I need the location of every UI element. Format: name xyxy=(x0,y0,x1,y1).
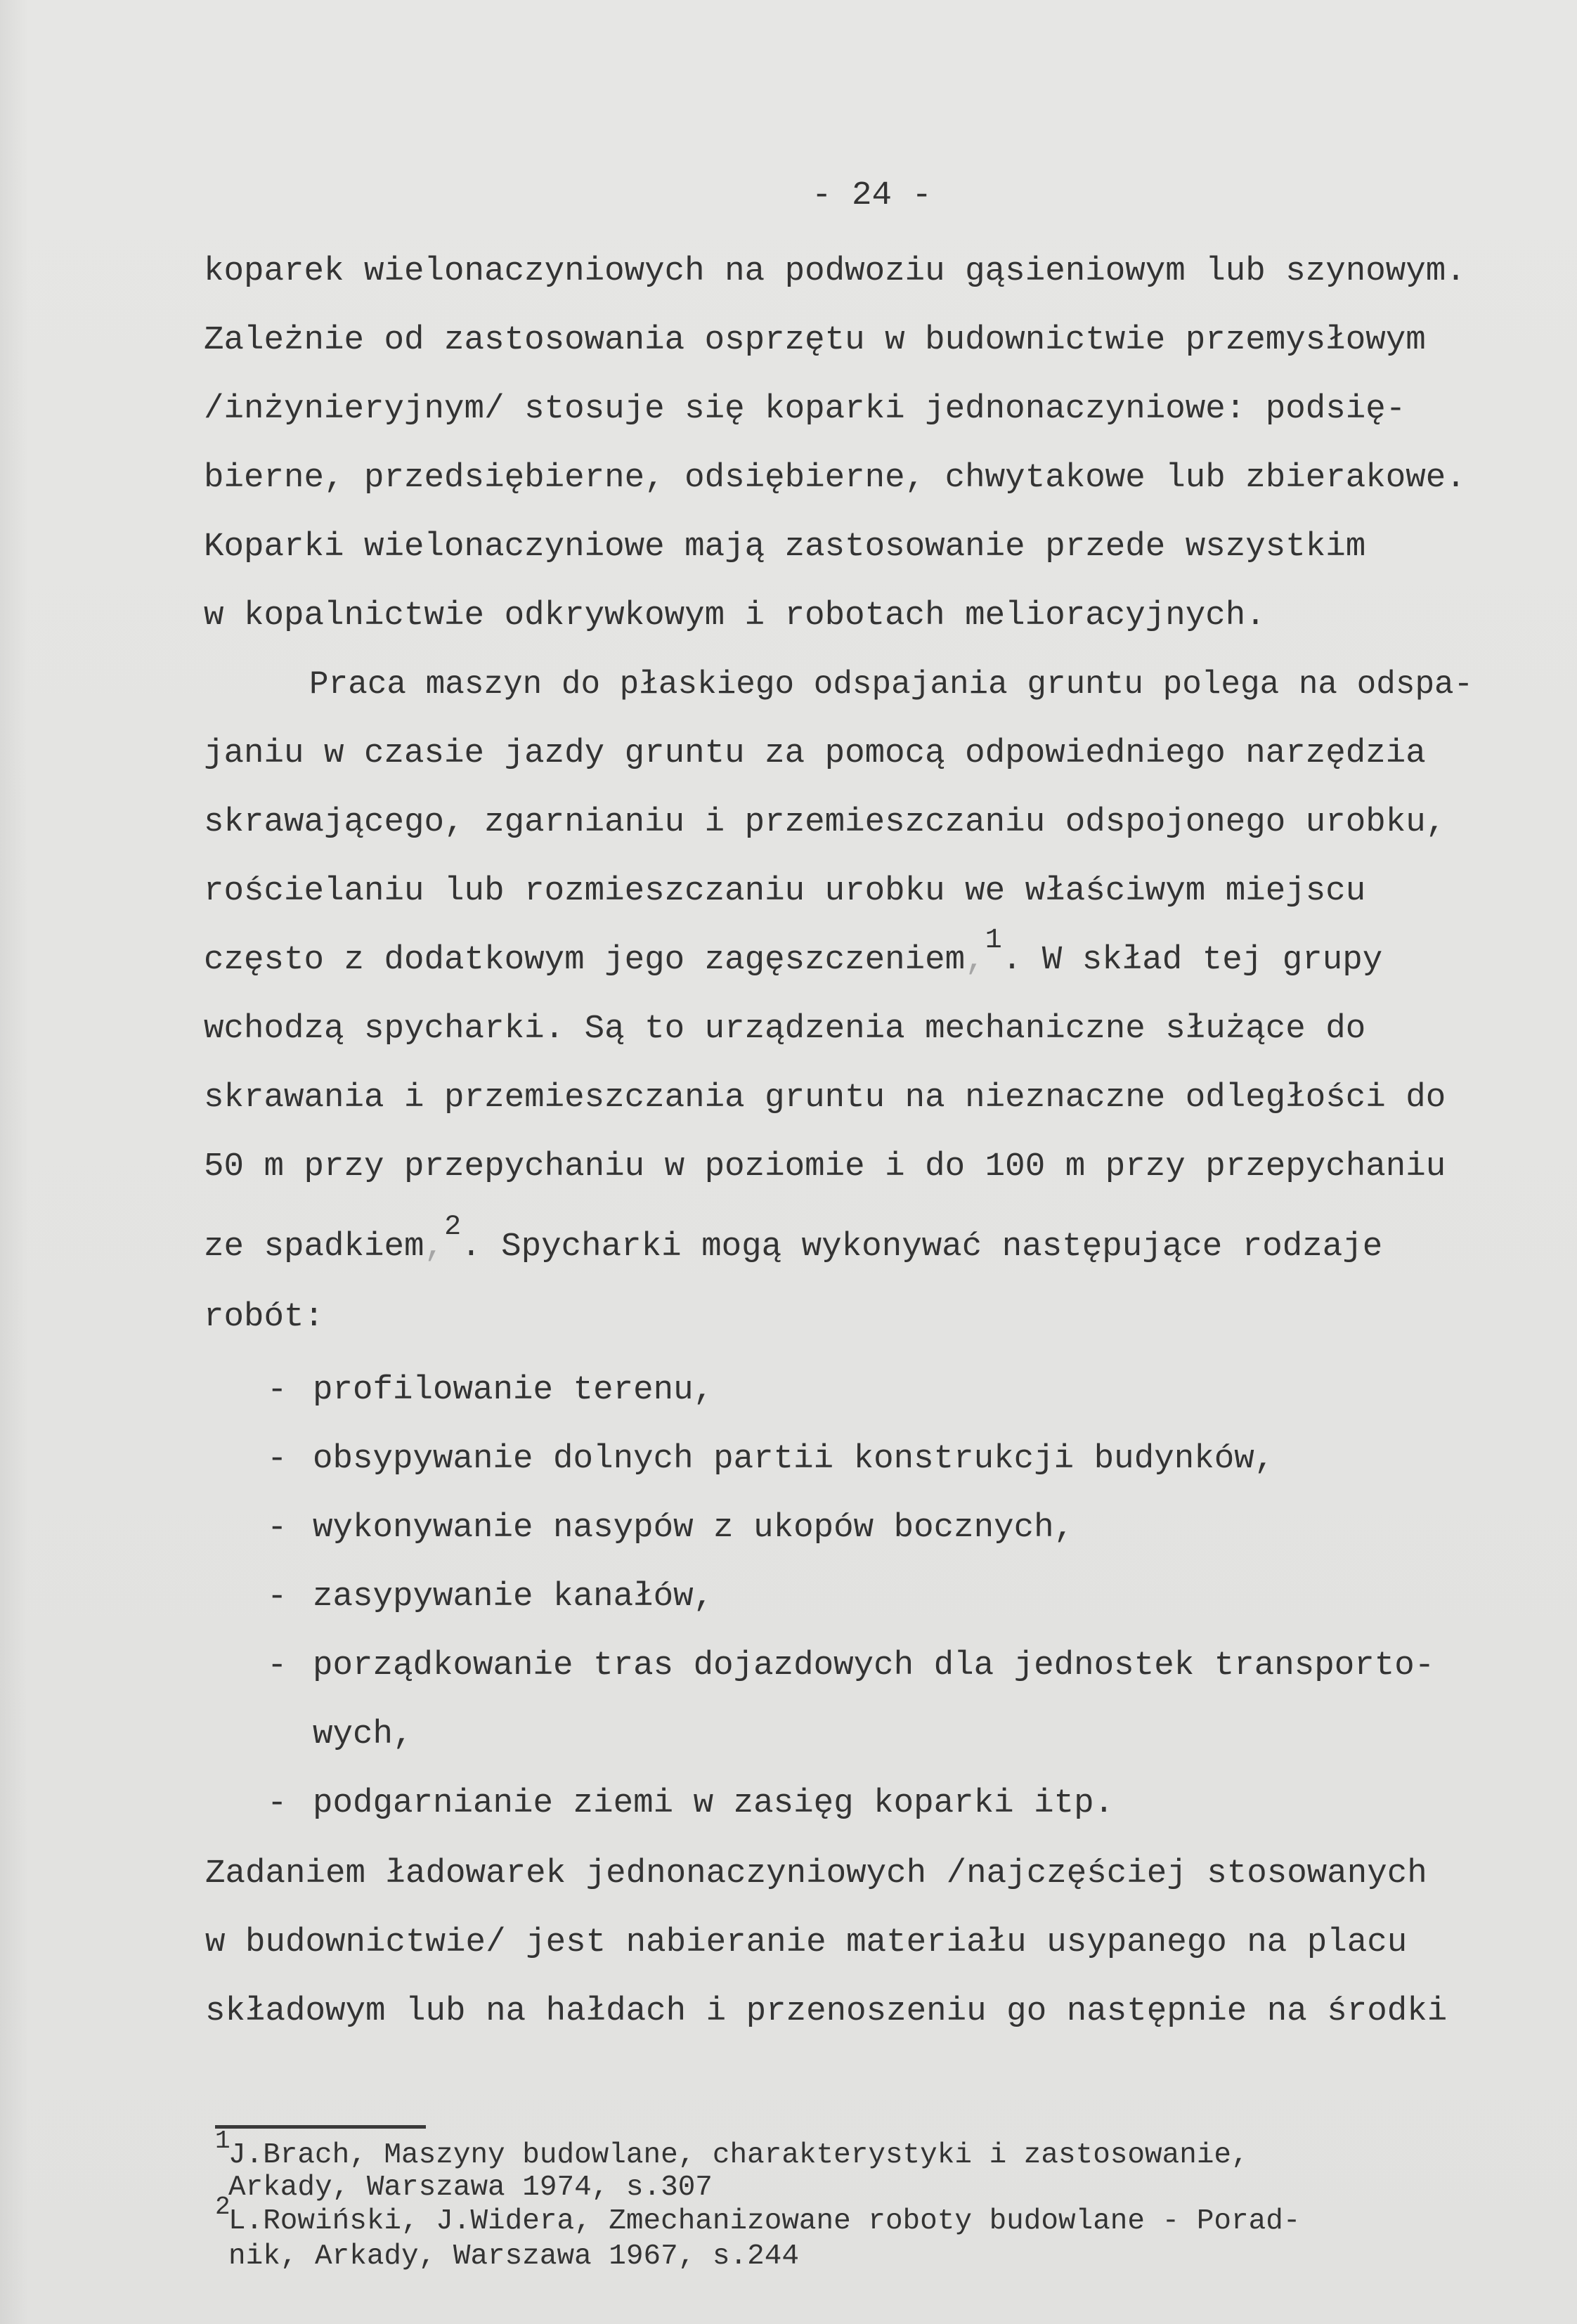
paragraph-start-line: Praca maszyn do płaskiego odspajania gruntu polega na odspa- xyxy=(309,666,1474,703)
text-line: składowym lub na hałdach i przenoszeniu go następnie na środki xyxy=(205,1992,1448,2030)
list-item-text: obsypywanie dolnych partii konstrukcji budynków, xyxy=(313,1440,1275,1478)
list-item-text: wykonywanie nasypów z ukopów bocznych, xyxy=(313,1509,1075,1547)
text-line: janiu w czasie jazdy gruntu za pomocą odpowiedniego narzędzia xyxy=(204,734,1426,772)
text-line: koparek wielonaczyniowych na podwoziu gąsieniowym lub szynowym. xyxy=(204,252,1466,290)
text-line: w budownictwie/ jest nabieranie materiału usypanego na placu xyxy=(205,1923,1408,1961)
text-segment: . Spycharki mogą wykonywać następujące rodzaje xyxy=(461,1228,1383,1266)
footnote-separator xyxy=(215,2125,426,2129)
text-line: w kopalnictwie odkrywkowym i robotach melioracyjnych. xyxy=(204,597,1266,635)
list-item-text: podgarnianie ziemi w zasięg koparki itp. xyxy=(313,1784,1115,1822)
text-line: rościelaniu lub rozmieszczaniu urobku we właściwym miejscu xyxy=(204,872,1366,910)
faint-comma: , xyxy=(965,941,985,979)
footnote-number: 1 xyxy=(215,2127,231,2155)
page-number: - 24 - xyxy=(812,176,933,214)
list-item-text: profilowanie terenu, xyxy=(313,1371,714,1409)
list-item-text: porządkowanie tras dojazdowych dla jednostek transporto- xyxy=(313,1647,1435,1684)
text-segment: ze spadkiem xyxy=(204,1228,424,1266)
list-item-continuation: wych, xyxy=(313,1715,413,1753)
text-line: /inżynieryjnym/ stosuje się koparki jednonaczyniowe: podsię- xyxy=(204,390,1406,428)
text-segment: . W skład tej grupy xyxy=(1001,941,1383,979)
footnote-line: L.Rowiński, J.Widera, Zmechanizowane roboty budowlane - Porad- xyxy=(228,2205,1301,2238)
text-line: skrawania i przemieszczania gruntu na nieznaczne odległości do xyxy=(204,1079,1446,1117)
faint-comma: , xyxy=(424,1228,445,1266)
text-line: wchodzą spycharki. Są to urządzenia mechaniczne służące do xyxy=(204,1010,1366,1048)
dash-bullet-icon: - xyxy=(267,1647,287,1684)
text-line: bierne, przedsiębierne, odsiębierne, chwytakowe lub zbierakowe. xyxy=(204,459,1466,497)
text-line: Zależnie od zastosowania osprzętu w budownictwie przemysłowym xyxy=(204,321,1426,359)
list-item-text: zasypywanie kanałów, xyxy=(313,1578,714,1616)
dash-bullet-icon: - xyxy=(267,1784,287,1822)
footnote-ref-2[interactable]: 2 xyxy=(444,1212,462,1243)
text-line: Zadaniem ładowarek jednonaczyniowych /najczęściej stosowanych xyxy=(205,1855,1427,1893)
dash-bullet-icon: - xyxy=(267,1440,287,1478)
dash-bullet-icon: - xyxy=(267,1578,287,1616)
footnote-number: 2 xyxy=(215,2193,231,2221)
footnote-line: nik, Arkady, Warszawa 1967, s.244 xyxy=(228,2240,799,2273)
dash-bullet-icon: - xyxy=(267,1509,287,1547)
footnote-line: J.Brach, Maszyny budowlane, charakterystyki i zastosowanie, xyxy=(228,2139,1249,2172)
text-line: skrawającego, zgarnianiu i przemieszczaniu odspojonego urobku, xyxy=(204,803,1446,841)
text-line: 50 m przy przepychaniu w poziomie i do 100 m przy przepychaniu xyxy=(204,1148,1446,1186)
footnote-ref-1[interactable]: 1 xyxy=(985,925,1002,956)
text-line-with-footnote-ref xyxy=(204,925,1383,982)
text-line-with-footnote-ref xyxy=(204,1212,1383,1268)
text-line: Koparki wielonaczyniowe mają zastosowanie przede wszystkim xyxy=(204,528,1366,566)
text-line: robót: xyxy=(204,1298,325,1336)
footnote-line: Arkady, Warszawa 1974, s.307 xyxy=(228,2172,713,2204)
text-segment: często z dodatkowym jego zagęszczeniem xyxy=(204,941,966,979)
dash-bullet-icon: - xyxy=(267,1371,287,1409)
